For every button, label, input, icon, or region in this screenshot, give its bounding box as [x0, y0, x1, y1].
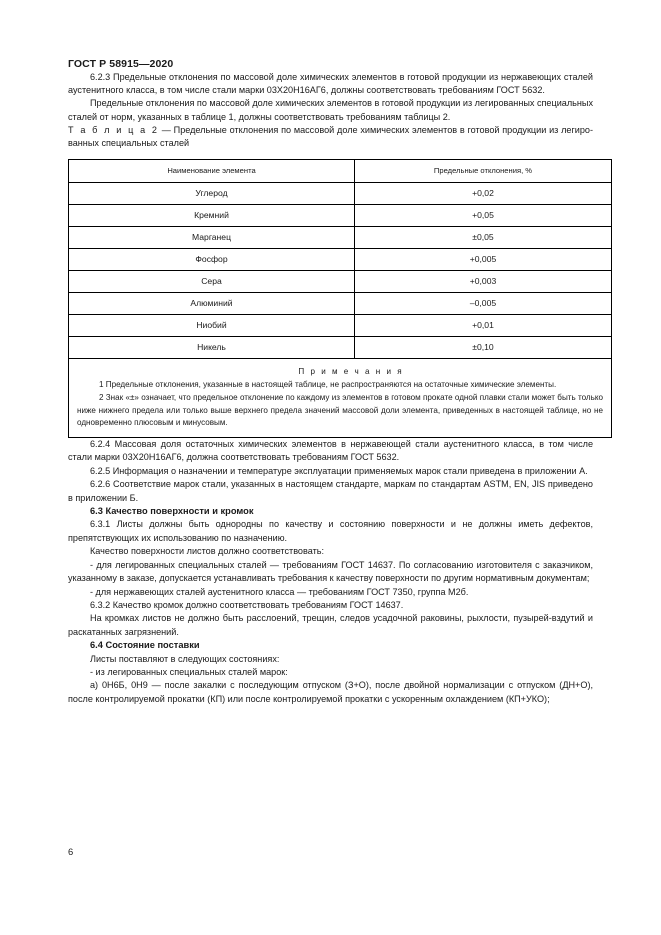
- table-body: [69, 182, 612, 437]
- table-row: [69, 270, 612, 292]
- page-content: [68, 0, 603, 706]
- column-header-element-name: Наименование элемента: [69, 159, 355, 182]
- cell-element-name: Марганец: [69, 226, 355, 248]
- paragraph-6-2-5: 6.2.5 Информация о назначении и температуре эксплуатации применяемых марок стали приведена в приложении А.: [90, 465, 588, 476]
- paragraph-6-3-1: 6.3.1 Листы должны быть однородны по качеству и состоянию поверхности и не должны иметь дефектов, препятствующих их использованию по назначению.: [68, 519, 593, 543]
- paragraph-6-3-2: 6.3.2 Качество кромок должно соответствовать требованиям ГОСТ 14637.: [90, 599, 404, 610]
- cell-deviation: +0,01: [355, 314, 612, 336]
- table-row: [69, 182, 612, 204]
- cell-element-name: Сера: [69, 270, 355, 292]
- table-row: [69, 336, 612, 358]
- table-row: [69, 292, 612, 314]
- table-row: [69, 204, 612, 226]
- table-note-2: 2 Знак «±» означает, что предельное отклонение по каждому из элементов в готовом прокате одной плавки стали может быть только ниже нижнего предела или только выше верхнего предела значений массовой доли элемента, приведенных в настоящей таблице, но не одновременно плюсовым и минусовым.: [77, 393, 603, 427]
- paragraph-delivery-intro: Листы поставляют в следующих состояниях:: [90, 653, 280, 664]
- table-notes-title-text: П р и м е ч а н и я: [298, 366, 404, 376]
- table-note-1: 1 Предельные отклонения, указанные в настоящей таблице, не распространяются на остаточные химические элементы.: [99, 380, 557, 390]
- cell-element-name: Кремний: [69, 204, 355, 226]
- paragraph-edges-requirements: На кромках листов не должно быть расслоений, трещин, следов усадочной раковины, рыхлости, пузырей-вздутий и раскатанных загрязнений.: [68, 613, 593, 637]
- paragraph-6-2-6: 6.2.6 Соответствие марок стали, указанных в настоящем стандарте, маркам по стандартам ASTM, EN, JIS приведено в приложении Б.: [68, 479, 593, 503]
- paragraph-quality-intro: Качество поверхности листов должно соответствовать:: [90, 546, 325, 557]
- table-row: [69, 314, 612, 336]
- cell-element-name: Никель: [69, 336, 355, 358]
- table-2-limit-deviations: [68, 159, 612, 438]
- cell-element-name: Углерод: [69, 182, 355, 204]
- cell-deviation: +0,003: [355, 270, 612, 292]
- page-number: 6: [68, 846, 74, 857]
- table-notes-cell: [69, 358, 612, 437]
- table-row: [69, 226, 612, 248]
- cell-element-name: Алюминий: [69, 292, 355, 314]
- table-head: [69, 159, 612, 182]
- bullet-stainless-steels: - для нержавеющих сталей аустенитного класса — требованиям ГОСТ 7350, группа М2б.: [90, 586, 469, 597]
- cell-deviation: ±0,05: [355, 226, 612, 248]
- table-row: [69, 248, 612, 270]
- table-notes-title: [77, 366, 603, 379]
- table-2-caption-text: — Предельные отклонения по массовой доле химических элементов в готовой продукции из легированных специальных сталей: [68, 125, 594, 149]
- paragraph-6-2-3-a: 6.2.3 Предельные отклонения по массовой доле химических элементов в готовой продукции из нержавеющих сталей аустенитного класса, в том числе стали марки 03Х20Н16АГ6, должны соответствовать требованиям ГОСТ 5632.: [68, 71, 593, 95]
- running-head-standard-number: ГОСТ Р 58915—2020: [68, 58, 174, 70]
- paragraph-6-2-4: 6.2.4 Массовая доля остаточных химических элементов в нержавеющей стали аустенитного класса, в том числе стали марки 03Х20Н16АГ6, должна соответствовать требованиям ГОСТ 5632.: [68, 439, 593, 463]
- table-2-caption: [68, 124, 593, 150]
- bullet-delivery-alloy-grades: - из легированных специальных сталей марок:: [90, 666, 288, 677]
- cell-element-name: Ниобий: [69, 314, 355, 336]
- paragraph-6-2-3-b: Предельные отклонения по массовой доле химических элементов в готовой продукции из легированных специальных сталей от норм, указанных в таблице 1, должны соответствовать требованиям таблицы 2.: [68, 98, 593, 122]
- column-header-deviation: Предельные отклонения, %: [355, 159, 612, 182]
- table-header-row: [69, 159, 612, 182]
- heading-6-4: 6.4 Состояние поставки: [90, 640, 200, 651]
- cell-deviation: +0,005: [355, 248, 612, 270]
- table-notes-row: [69, 358, 612, 437]
- bullet-alloy-steels: - для легированных специальных сталей — требованиям ГОСТ 14637. По согласованию изготовителя с заказчиком, указанному в заказе, допускается устанавливать требования к качеству поверхности по другим нормативным документам;: [68, 559, 593, 584]
- cell-deviation: +0,02: [355, 182, 612, 204]
- table-2-caption-label: Т а б л и ц а 2: [68, 125, 159, 136]
- cell-deviation: ±0,10: [355, 336, 612, 358]
- paragraph-delivery-item-a: а) 0Н6Б, 0Н9 — после закалки с последующим отпуском (З+О), после двойной нормализации с отпуском (ДН+О), после контролируемой прокатки (КП) или после контролируемой прокатки с ускоренным охлаждением (КП+УКО);: [68, 680, 593, 704]
- cell-element-name: Фосфор: [69, 248, 355, 270]
- heading-6-3: 6.3 Качество поверхности и кромок: [90, 506, 254, 517]
- cell-deviation: –0,005: [355, 292, 612, 314]
- cell-deviation: +0,05: [355, 204, 612, 226]
